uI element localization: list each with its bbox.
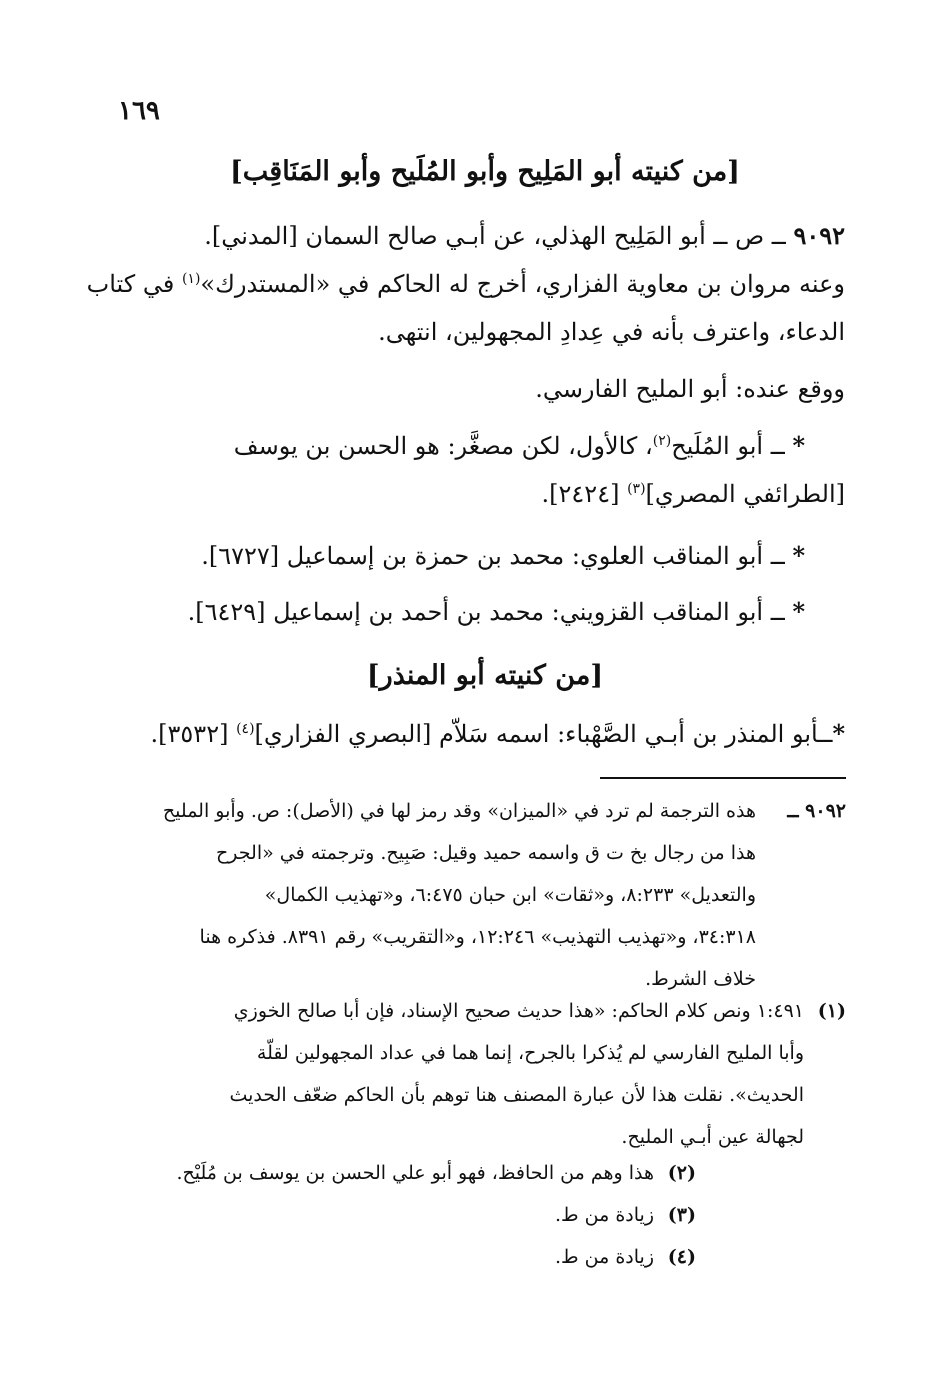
footnote-line: وأبا المليح الفارسي لم يُذكرا بالجرح، إنما هما في عداد المجهولين لقلّة	[256, 1042, 804, 1064]
footnote-3	[118, 1194, 846, 1236]
star-marker: *	[832, 719, 845, 748]
footnote-2	[118, 1152, 846, 1194]
sub5-text-a: ــأبو المنذر بن أبـي الصَّهْباء: اسمه سَلاّم [البصري الفزاري]	[254, 720, 833, 748]
footnote-entry-9092	[118, 790, 846, 1000]
footnote-label: (١)	[817, 1000, 846, 1022]
sub-entry-abu-al-manaqib-qazwini	[130, 588, 845, 636]
entry-line-3: الدعاء، واعترف بأنه في عِدادِ المجهولين، انتهى.	[378, 318, 845, 346]
sub4-text: ــ أبو المناقب القزويني: محمد بن أحمد بن إسماعيل [٦٤٢٩].	[187, 598, 785, 626]
footnote-line: خلاف الشرط.	[645, 968, 756, 990]
section-heading-abu-al-malih: [من كنيته أبو المَلِيح وأبو المُلَيح وأبو المَنَاقِب]	[230, 156, 740, 187]
entry-line-2b: في كتاب	[86, 270, 182, 298]
footnote-label: (٣)	[667, 1204, 696, 1226]
footnote-1	[118, 990, 846, 1158]
entry-line-1-text: ــ ص ــ أبو المَلِيح الهذلي، عن أبـي صالح السمان [المدني].	[204, 222, 786, 250]
footnote-4	[118, 1236, 846, 1278]
footnote-body: زيادة من ط.	[555, 1246, 654, 1268]
sub-entry-abu-al-mundhir	[130, 710, 845, 758]
footnote-line: لجهالة عين أبـي المليح.	[621, 1126, 804, 1148]
sub3-line	[130, 532, 845, 580]
entry-line-1	[130, 212, 845, 260]
sub4-line	[130, 588, 845, 636]
footnote-ref-3: (٣)	[627, 481, 646, 497]
footnote-label: (٢)	[667, 1162, 696, 1184]
entry-9092	[86, 212, 845, 356]
sub5-line	[130, 710, 845, 758]
footnote-label: ٩٠٩٢ ــ	[787, 800, 846, 822]
sub-entry-abu-al-mulayh	[130, 422, 845, 518]
sub-entry-abu-al-manaqib-alawi	[130, 532, 845, 580]
sub2-text-c: [الطرائفي المصري]	[645, 480, 845, 508]
footnote-body	[118, 990, 804, 1158]
footnote-body: زيادة من ط.	[555, 1204, 654, 1226]
entry-line-2a: وعنه مروان بن معاوية الفزاري، أخرج له الحاكم في «المستدرك»	[200, 270, 845, 298]
footnote-line: ١:٤٩١ ونص كلام الحاكم: «هذا حديث صحيح الإسناد، فإن أبا صالح الخوزي	[233, 1000, 804, 1022]
sub2-line-2	[130, 470, 845, 518]
footnote-line: هذا من رجال بخ ت ق واسمه حميد وقيل: صَبِيح. وترجمته في «الجرح	[216, 842, 756, 864]
entry-line-2	[86, 260, 845, 308]
star-marker: *	[792, 431, 805, 460]
sub-entry-farisi: ووقع عنده: أبو المليح الفارسي.	[535, 375, 845, 403]
entry-number: ٩٠٩٢	[793, 221, 845, 250]
sub3-text: ــ أبو المناقب العلوي: محمد بن حمزة بن إسماعيل [٦٧٢٧].	[201, 542, 785, 570]
sub2-text-b: ، كالأول، لكن مصغَّر: هو الحسن بن يوسف	[233, 432, 653, 460]
footnote-divider	[600, 777, 846, 779]
footnote-line: الحديث». نقلت هذا لأن عبارة المصنف هنا توهم بأن الحاكم ضعّف الحديث	[229, 1084, 804, 1106]
star-marker: *	[792, 541, 805, 570]
sub2-text-d: [٢٤٢٤].	[541, 480, 628, 508]
sub2-text-a: ــ أبو المُلَيح	[671, 432, 785, 460]
footnote-line: والتعديل» ٨:٢٣٣، و«ثقات» ابن حبان ٦:٤٧٥، و«تهذيب الكمال»	[264, 884, 756, 906]
footnote-ref-4: (٤)	[236, 721, 255, 737]
section-heading-abu-al-mundhir: [من كنيته أبو المنذر]	[366, 660, 604, 691]
sub5-text-b: [٣٥٣٢].	[150, 720, 237, 748]
sub2-line-1	[130, 422, 845, 470]
footnote-body: هذا وهم من الحافظ، فهو أبو علي الحسن بن يوسف بن مُلَيْح.	[176, 1162, 654, 1184]
footnote-ref-2: (٢)	[652, 433, 672, 449]
footnote-line: ٣٤:٣١٨، و«تهذيب التهذيب» ١٢:٢٤٦، و«التقريب» رقم ٨٣٩١. فذكره هنا	[199, 926, 756, 948]
footnote-body	[118, 790, 756, 1000]
footnote-line: هذه الترجمة لم ترد في «الميزان» وقد رمز لها في (الأصل): ص. وأبو المليح	[162, 800, 756, 822]
footnote-label: (٤)	[667, 1246, 696, 1268]
footnote-ref-1: (١)	[181, 271, 201, 287]
star-marker: *	[792, 597, 805, 626]
page-number: ١٦٩	[118, 96, 160, 126]
